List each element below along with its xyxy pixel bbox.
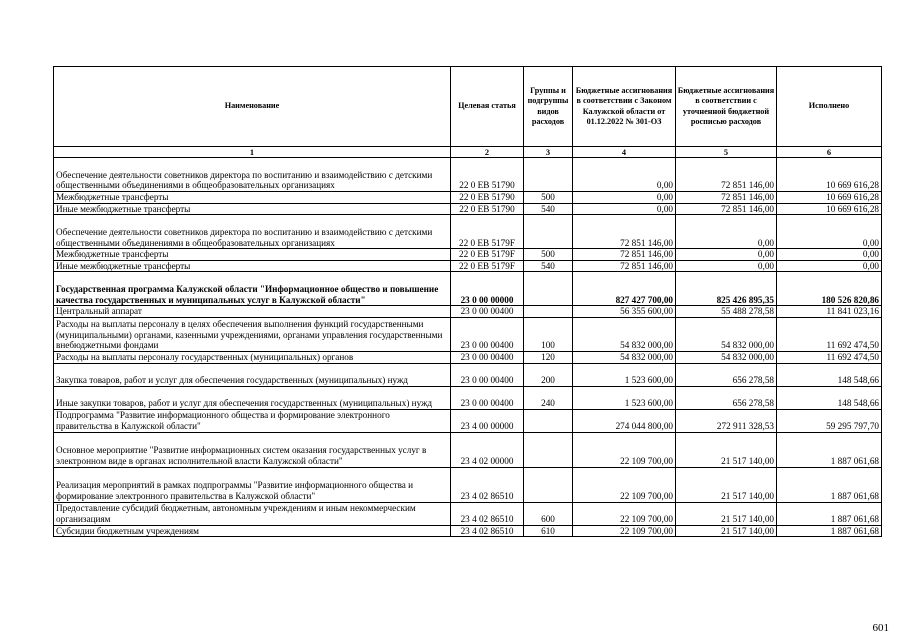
row-law-allocation: 72 851 146,00 [573, 249, 676, 261]
row-expense-group: 120 [524, 351, 573, 363]
row-expense-group: 100 [524, 317, 573, 351]
row-refined-allocation: 72 851 146,00 [676, 203, 777, 215]
row-law-allocation: 22 109 700,00 [573, 467, 676, 502]
row-target-code: 22 0 ЕВ 5179F [451, 249, 524, 261]
table-row [54, 386, 882, 409]
row-refined-allocation: 21 517 140,00 [676, 432, 777, 467]
row-refined-allocation: 54 832 000,00 [676, 351, 777, 363]
row-expense-group [524, 272, 573, 306]
row-expense-group: 610 [524, 525, 573, 537]
row-name: Обеспечение деятельности советников директора по воспитанию и взаимодействию с детскими общественными объединениями в общеобразовательных организациях [54, 215, 451, 249]
row-law-allocation: 54 832 000,00 [573, 317, 676, 351]
row-law-allocation: 274 044 800,00 [573, 409, 676, 432]
row-target-code: 23 0 00 00000 [451, 272, 524, 306]
row-executed: 1 887 061,68 [777, 467, 882, 502]
row-law-allocation: 0,00 [573, 158, 676, 192]
row-target-code: 22 0 ЕВ 51790 [451, 203, 524, 215]
table-row [54, 525, 882, 537]
row-expense-group: 500 [524, 192, 573, 204]
row-law-allocation: 72 851 146,00 [573, 260, 676, 272]
row-target-code: 23 0 00 00400 [451, 317, 524, 351]
row-name: Основное мероприятие "Развитие информационных систем оказания государственных услуг в электронном виде в органах исполнительной власти Калужской области" [54, 432, 451, 467]
row-name: Межбюджетные трансферты [54, 192, 451, 204]
row-expense-group [524, 432, 573, 467]
row-name: Субсидии бюджетным учреждениям [54, 525, 451, 537]
table-row [54, 467, 882, 502]
row-executed: 10 669 616,28 [777, 158, 882, 192]
row-executed: 180 526 820,86 [777, 272, 882, 306]
budget-table [53, 66, 882, 537]
header-code: Целевая статья [451, 67, 524, 147]
table-row [54, 317, 882, 351]
row-expense-group [524, 158, 573, 192]
row-target-code: 23 4 02 86510 [451, 467, 524, 502]
col-number: 2 [451, 147, 524, 158]
row-refined-allocation: 54 832 000,00 [676, 317, 777, 351]
table-row [54, 502, 882, 525]
row-expense-group: 600 [524, 502, 573, 525]
header-executed: Исполнено [777, 67, 882, 147]
col-number: 3 [524, 147, 573, 158]
row-law-allocation: 1 523 600,00 [573, 386, 676, 409]
row-target-code: 22 0 ЕВ 51790 [451, 158, 524, 192]
header-group: Группы и подгруппы видов расходов [524, 67, 573, 147]
table-row [54, 306, 882, 318]
row-target-code: 23 4 02 86510 [451, 502, 524, 525]
row-refined-allocation: 656 278,58 [676, 363, 777, 386]
row-refined-allocation: 21 517 140,00 [676, 502, 777, 525]
row-executed: 0,00 [777, 249, 882, 261]
row-refined-allocation: 272 911 328,53 [676, 409, 777, 432]
row-name: Предоставление субсидий бюджетным, автономным учреждениям и иным некоммерческим организациям [54, 502, 451, 525]
row-law-allocation: 1 523 600,00 [573, 363, 676, 386]
table-body [54, 158, 882, 537]
row-executed: 1 887 061,68 [777, 502, 882, 525]
row-executed: 10 669 616,28 [777, 192, 882, 204]
row-refined-allocation: 55 488 278,58 [676, 306, 777, 318]
col-number: 1 [54, 147, 451, 158]
table-row [54, 363, 882, 386]
row-name: Подпрограмма "Развитие информационного общества и формирование электронного правительства в Калужской области" [54, 409, 451, 432]
row-expense-group: 540 [524, 260, 573, 272]
row-executed: 1 887 061,68 [777, 432, 882, 467]
col-number: 6 [777, 147, 882, 158]
row-target-code: 23 0 00 00400 [451, 306, 524, 318]
row-refined-allocation: 0,00 [676, 215, 777, 249]
row-refined-allocation: 21 517 140,00 [676, 525, 777, 537]
row-law-allocation: 22 109 700,00 [573, 525, 676, 537]
row-executed: 148 548,66 [777, 386, 882, 409]
header-law: Бюджетные ассигнования в соответствии с Законом Калужской области от 01.12.2022 № 301-ОЗ [573, 67, 676, 147]
row-executed: 11 841 023,16 [777, 306, 882, 318]
row-executed: 10 669 616,28 [777, 203, 882, 215]
row-expense-group: 540 [524, 203, 573, 215]
row-target-code: 23 0 00 00400 [451, 386, 524, 409]
table-row [54, 158, 882, 192]
col-number: 5 [676, 147, 777, 158]
row-refined-allocation: 825 426 895,35 [676, 272, 777, 306]
row-executed: 0,00 [777, 215, 882, 249]
header-name: Наименование [54, 67, 451, 147]
row-law-allocation: 22 109 700,00 [573, 432, 676, 467]
table-row [54, 272, 882, 306]
row-refined-allocation: 0,00 [676, 249, 777, 261]
row-expense-group: 500 [524, 249, 573, 261]
row-executed: 11 692 474,50 [777, 317, 882, 351]
row-target-code: 22 0 ЕВ 5179F [451, 215, 524, 249]
row-executed: 148 548,66 [777, 363, 882, 386]
row-target-code: 22 0 ЕВ 5179F [451, 260, 524, 272]
row-expense-group [524, 215, 573, 249]
row-name: Государственная программа Калужской области "Информационное общество и повышение качества государственных и муниципальных услуг в Калужской области" [54, 272, 451, 306]
row-law-allocation: 56 355 600,00 [573, 306, 676, 318]
row-law-allocation: 54 832 000,00 [573, 351, 676, 363]
table-row [54, 249, 882, 261]
table-row [54, 260, 882, 272]
row-refined-allocation: 21 517 140,00 [676, 467, 777, 502]
table-row [54, 432, 882, 467]
row-law-allocation: 827 427 700,00 [573, 272, 676, 306]
row-law-allocation: 0,00 [573, 192, 676, 204]
row-refined-allocation: 656 278,58 [676, 386, 777, 409]
col-number: 4 [573, 147, 676, 158]
table-row [54, 192, 882, 204]
table-row [54, 203, 882, 215]
row-executed: 1 887 061,68 [777, 525, 882, 537]
table-row [54, 351, 882, 363]
row-executed: 11 692 474,50 [777, 351, 882, 363]
row-target-code: 23 4 02 86510 [451, 525, 524, 537]
row-name: Иные закупки товаров, работ и услуг для обеспечения государственных (муниципальных) нужд [54, 386, 451, 409]
row-refined-allocation: 0,00 [676, 260, 777, 272]
row-name: Иные межбюджетные трансферты [54, 203, 451, 215]
row-name: Расходы на выплаты персоналу в целях обеспечения выполнения функций государственными (муниципальными) органами, казенными учреждениями, органами управления государственными внебюджетными фондами [54, 317, 451, 351]
row-refined-allocation: 72 851 146,00 [676, 192, 777, 204]
row-expense-group [524, 467, 573, 502]
table-row [54, 215, 882, 249]
row-name: Центральный аппарат [54, 306, 451, 318]
row-name: Иные межбюджетные трансферты [54, 260, 451, 272]
row-law-allocation: 0,00 [573, 203, 676, 215]
row-law-allocation: 72 851 146,00 [573, 215, 676, 249]
row-target-code: 23 4 00 00000 [451, 409, 524, 432]
row-executed: 0,00 [777, 260, 882, 272]
page-number: 601 [872, 622, 889, 634]
row-name: Межбюджетные трансферты [54, 249, 451, 261]
row-refined-allocation: 72 851 146,00 [676, 158, 777, 192]
row-name: Закупка товаров, работ и услуг для обеспечения государственных (муниципальных) нужд [54, 363, 451, 386]
row-expense-group [524, 409, 573, 432]
row-name: Расходы на выплаты персоналу государственных (муниципальных) органов [54, 351, 451, 363]
row-expense-group: 240 [524, 386, 573, 409]
row-name: Реализация мероприятий в рамках подпрограммы "Развитие информационного общества и формирование электронного правительства в Калужской области" [54, 467, 451, 502]
row-target-code: 23 4 02 00000 [451, 432, 524, 467]
row-target-code: 22 0 ЕВ 51790 [451, 192, 524, 204]
row-expense-group: 200 [524, 363, 573, 386]
row-target-code: 23 0 00 00400 [451, 351, 524, 363]
header-refined: Бюджетные ассигнования в соответствии с уточненной бюджетной росписью расходов [676, 67, 777, 147]
row-executed: 59 295 797,70 [777, 409, 882, 432]
table-row [54, 409, 882, 432]
row-target-code: 23 0 00 00400 [451, 363, 524, 386]
row-name: Обеспечение деятельности советников директора по воспитанию и взаимодействию с детскими общественными объединениями в общеобразовательных организациях [54, 158, 451, 192]
row-law-allocation: 22 109 700,00 [573, 502, 676, 525]
row-expense-group [524, 306, 573, 318]
